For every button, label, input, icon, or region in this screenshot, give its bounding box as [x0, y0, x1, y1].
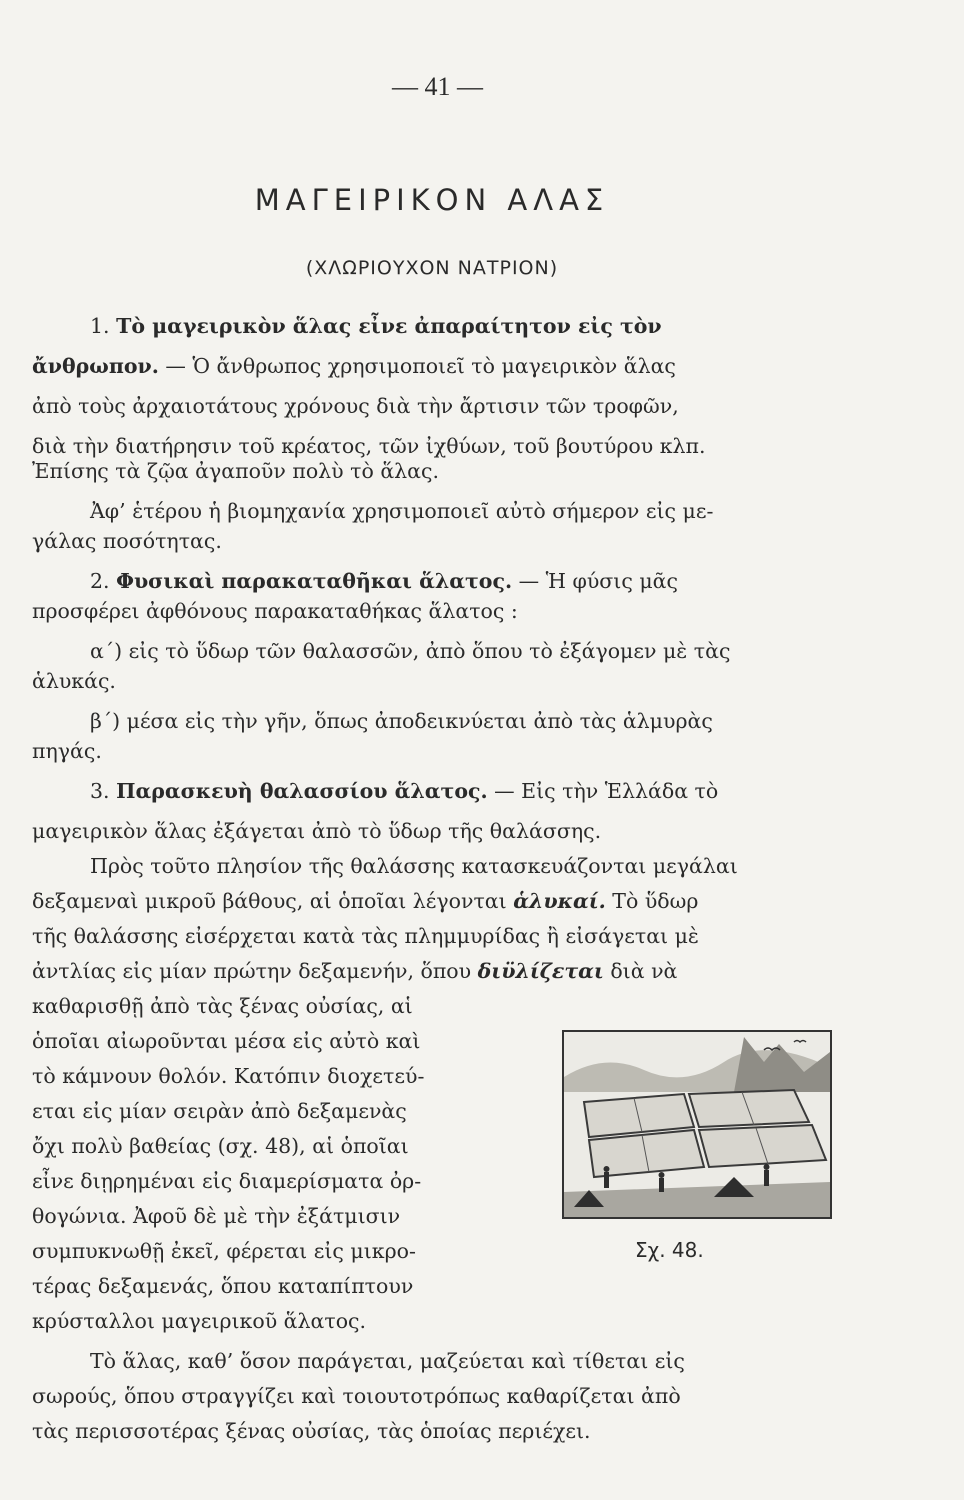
section-heading-3: [90, 777, 718, 805]
text-span: — Εἰς τὴν Ἑλλάδα τὸ: [487, 779, 719, 803]
section-heading-1: [90, 312, 662, 340]
book-page: [32, 0, 832, 1500]
section-title-cont: ἄνθρωπον.: [32, 354, 159, 378]
text-span: — Ὁ ἄνθρωπος χρησιμοποιεῖ τὸ μαγειρικὸν ἅλας: [158, 354, 676, 378]
section-number: 3.: [90, 779, 110, 803]
text-line: τὸ κάμνουν θολόν. Κατόπιν διοχετεύ-: [32, 1064, 425, 1088]
section-title: Τὸ μαγειρικὸν ἅλας εἶνε ἀπαραίτητον εἰς τὸν: [116, 314, 662, 338]
section-heading-2: [90, 567, 678, 595]
text-line: β΄) μέσα εἰς τὴν γῆν, ὅπως ἀποδεικνύεται ἀπὸ τὰς ἁλμυρὰς: [90, 709, 713, 733]
salt-pans-illustration: [562, 1030, 832, 1219]
text-line: α΄) εἰς τὸ ὕδωρ τῶν θαλασσῶν, ἀπὸ ὅπου τὸ ἐξάγομεν μὲ τὰς: [90, 639, 731, 663]
text-line: ὄχι πολὺ βαθείας (σχ. 48), αἱ ὁποῖαι: [32, 1134, 409, 1158]
text-line: εἶνε διῃρημέναι εἰς διαμερίσματα ὀρ-: [32, 1169, 422, 1193]
text-line: Ἐπίσης τὰ ζῷα ἀγαποῦν πολὺ τὸ ἅλας.: [32, 459, 440, 483]
text-line: θογώνια. Ἀφοῦ δὲ μὲ τὴν ἐξάτμισιν: [32, 1204, 401, 1228]
text-line: τέρας δεξαμενάς, ὅπου καταπίπτουν: [32, 1274, 414, 1298]
text-line: μαγειρικὸν ἅλας ἐξάγεται ἀπὸ τὸ ὕδωρ τῆς θαλάσσης.: [32, 819, 602, 843]
text-span: Τὸ ὕδωρ: [605, 889, 699, 913]
text-line: τῆς θαλάσσης εἰσέρχεται κατὰ τὰς πλημμυρίδας ἢ εἰσάγεται μὲ: [32, 924, 699, 948]
section-number: 1.: [90, 314, 110, 338]
section-title: Φυσικαὶ παρακαταθῆκαι ἅλατος.: [116, 569, 513, 593]
text-line: ἁλυκάς.: [32, 669, 116, 693]
figure-caption: Σχ. 48.: [635, 1238, 704, 1262]
text-line: Πρὸς τοῦτο πλησίον τῆς θαλάσσης κατασκευάζονται μεγάλαι: [90, 854, 738, 878]
text-line: ὁποῖαι αἰωροῦνται μέσα εἰς αὐτὸ καὶ: [32, 1029, 421, 1053]
text-line: [32, 887, 698, 915]
page-number: — 41 —: [392, 72, 483, 101]
text-line: [32, 352, 676, 380]
chapter-subtitle: (ΧΛΩΡΙΟΥΧΟΝ ΝΑΤΡΙΟΝ): [305, 257, 559, 279]
text-line: Ἀφ’ ἑτέρου ἡ βιομηχανία χρησιμοποιεῖ αὐτὸ σήμερον εἰς με-: [90, 499, 714, 523]
chapter-title: ΜΑΓΕΙΡΙΚΟΝ ΑΛΑΣ: [254, 183, 610, 217]
text-line: ἀπὸ τοὺς ἀρχαιοτάτους χρόνους διὰ τὴν ἄρτισιν τῶν τροφῶν,: [32, 394, 679, 418]
text-line: γάλας ποσότητας.: [32, 529, 222, 553]
text-span: ἀντλίας εἰς μίαν πρώτην δεξαμενήν, ὅπου: [32, 959, 478, 983]
text-line: καθαρισθῇ ἀπὸ τὰς ξένας οὐσίας, αἱ: [32, 994, 413, 1018]
text-line: σωρούς, ὅπου στραγγίζει καὶ τοιουτοτρόπως καθαρίζεται ἀπὸ: [32, 1384, 681, 1408]
text-line: [32, 957, 677, 985]
term-emphasis: διϋλίζεται: [477, 959, 604, 983]
section-number: 2.: [90, 569, 110, 593]
section-title: Παρασκευὴ θαλασσίου ἅλατος.: [116, 779, 488, 803]
text-line: διὰ τὴν διατήρησιν τοῦ κρέατος, τῶν ἰχθύων, τοῦ βουτύρου κλπ.: [32, 434, 706, 458]
text-line: κρύσταλλοι μαγειρικοῦ ἅλατος.: [32, 1309, 367, 1333]
text-line: προσφέρει ἀφθόνους παρακαταθήκας ἅλατος :: [32, 599, 518, 623]
term-emphasis: ἁλυκαί.: [513, 889, 606, 913]
text-line: εται εἰς μίαν σειρὰν ἀπὸ δεξαμενὰς: [32, 1099, 407, 1123]
text-line: τὰς περισσοτέρας ξένας οὐσίας, τὰς ὁποίας περιέχει.: [32, 1419, 591, 1443]
text-span: — Ἡ φύσις μᾶς: [512, 569, 678, 593]
text-line: συμπυκνωθῇ ἐκεῖ, φέρεται εἰς μικρο-: [32, 1239, 416, 1263]
text-line: πηγάς.: [32, 739, 102, 763]
text-line: Τὸ ἅλας, καθ’ ὅσον παράγεται, μαζεύεται καὶ τίθεται εἰς: [90, 1349, 685, 1373]
text-span: διὰ νὰ: [603, 959, 678, 983]
text-span: δεξαμεναὶ μικροῦ βάθους, αἱ ὁποῖαι λέγονται: [32, 889, 514, 913]
